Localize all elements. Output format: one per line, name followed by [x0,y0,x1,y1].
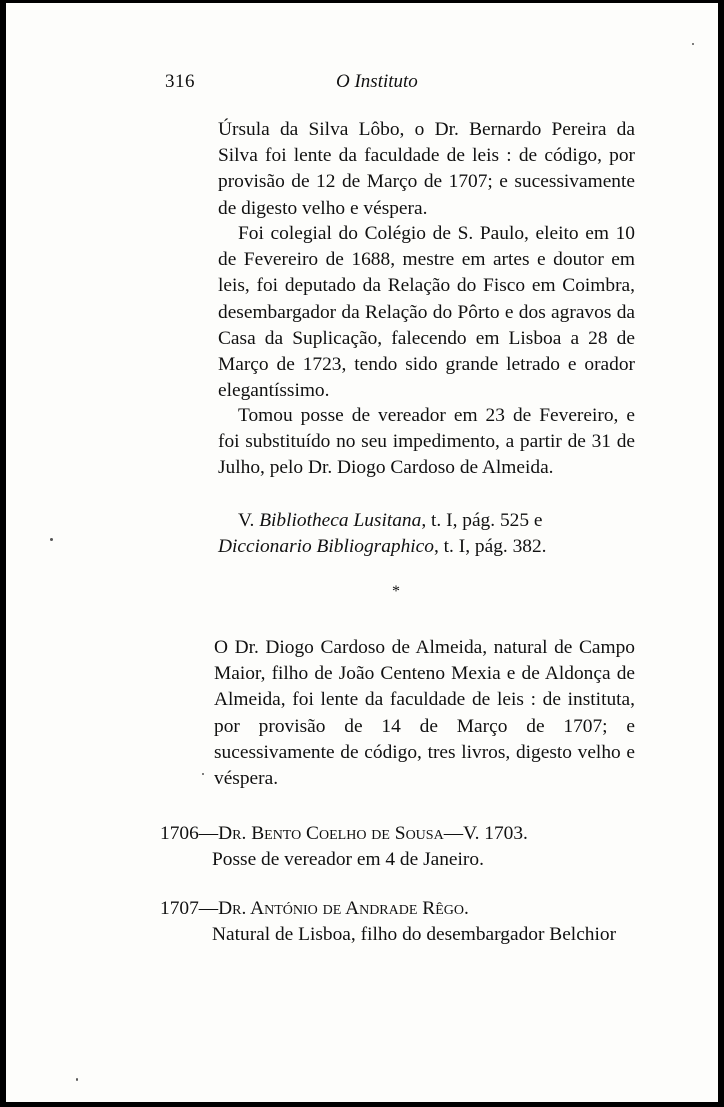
paragraph-2: Foi colegial do Colégio de S. Paulo, eleito em 10 de Fevereiro de 1688, mestre em artes e doutor em leis, foi deputado da Relação do Fisco em Coimbra, desembargador da Relação do Pôrto e dos agravos da Casa da Suplicação, falecendo em Lisboa a 28 de Março de 1723, tendo sido grande letrado e orador elegantíssimo. [218,223,635,402]
entry-heading: 1707—Dr. António de Andrade Rêgo. [160,898,469,919]
reference-mid: , t. I, pág. 525 e [421,510,543,531]
entry-heading: 1706—Dr. Bento Coelho de Sousa—V. 1703. [160,823,528,844]
entry-ref: —V. 1703. [443,823,528,844]
entry-year: 1707 [160,898,199,919]
paragraph-1: Úrsula da Silva Lôbo, o Dr. Bernardo Pereira da Silva foi lente da faculdade de leis : de código, por provisão de 12 de Março de 1707; e sucessivamente de digesto velho e véspera. [218,119,635,219]
paper-speck [50,538,53,541]
reference-title-2: Diccionario Bibliographico [218,536,434,558]
paper-speck [202,773,204,775]
entry-note: Posse de vereador em 4 de Janeiro. [212,849,484,870]
book-page [6,3,718,1102]
entry-name: Dr. António de Andrade Rêgo. [218,898,469,919]
paragraph-3: Tomou posse de vereador em 23 de Fevereiro, e foi substituído no seu impedimento, a partir de 31 de Julho, pelo Dr. Diogo Cardoso de Almeida. [218,405,635,479]
page-number: 316 [165,71,195,92]
paper-speck [692,43,694,45]
entry-note: Natural de Lisboa, filho do desembargador Belchior [212,924,617,945]
page-header [6,71,718,97]
reference-title-1: Bibliotheca Lusitana [259,510,422,531]
paragraph-5: O Dr. Diogo Cardoso de Almeida, natural de Campo Maior, filho de João Centeno Mexia e de Aldonça de Almeida, foi lente da faculdade de leis : de instituta, por provisão de 14 de Março de 1707; e sucessivamente de código, tres livros, digesto velho e véspera. [214,637,635,790]
reference-suffix: , t. I, pág. 382. [433,536,547,558]
reference-prefix: V. [238,510,260,531]
running-head: O Instituto [336,71,418,92]
asterisk-separator: * [392,583,400,600]
reference-paragraph [218,508,635,560]
entry-year: 1706 [160,823,199,844]
paper-speck [76,1078,78,1081]
entry-name: Dr. Bento Coelho de Sousa [218,823,444,844]
